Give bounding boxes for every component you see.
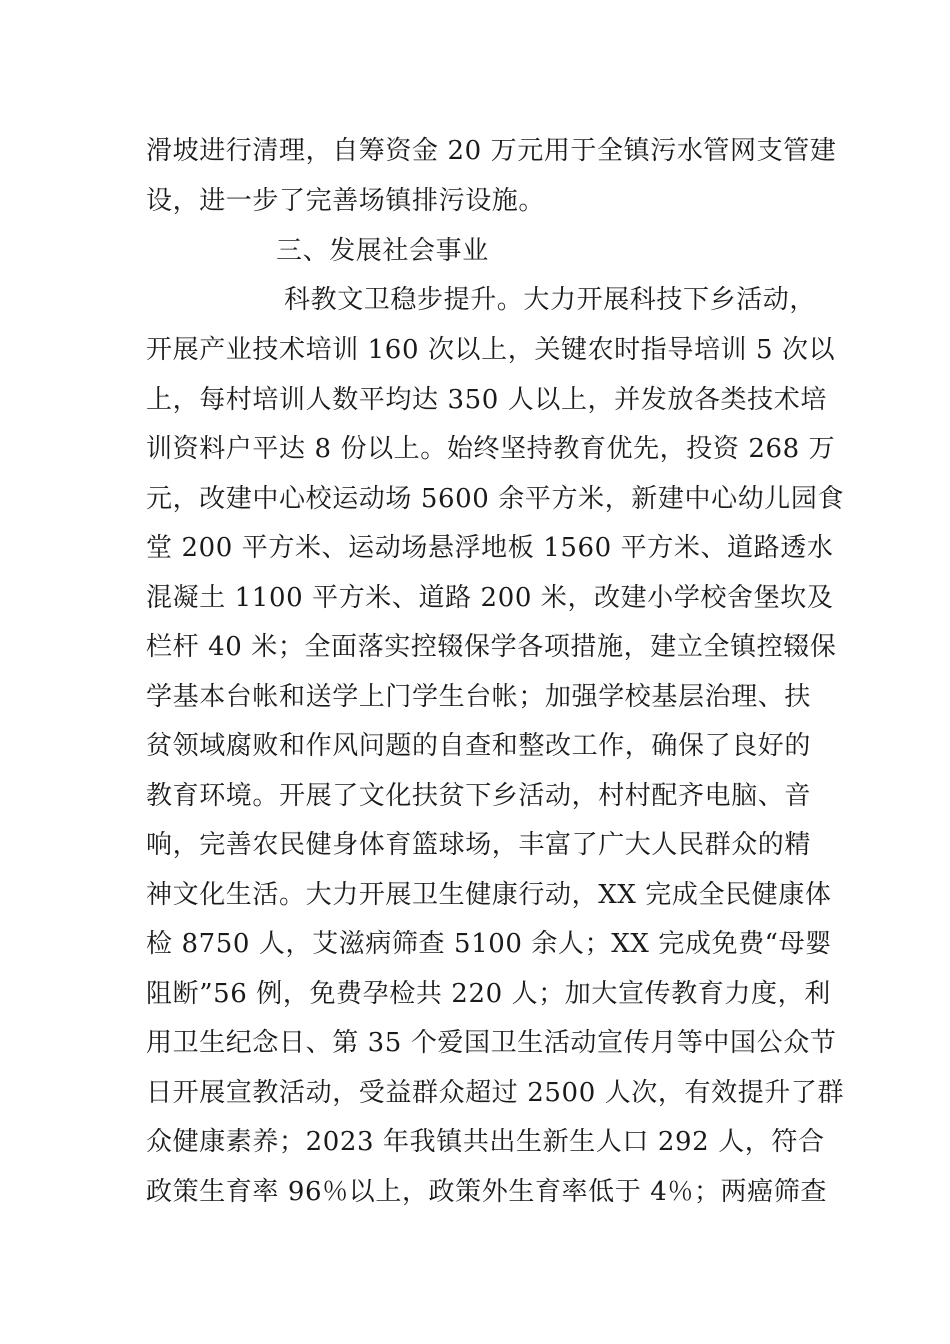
text-line: 神文化生活。大力开展卫生健康行动，XX 完成全民健康体 xyxy=(146,880,832,910)
text-line: 学基本台帐和送学上门学生台帐；加强学校基层治理、扶 xyxy=(146,682,812,712)
text-line: 训资料户平达 8 份以上。始终坚持教育优先，投资 268 万 xyxy=(146,434,836,464)
text-line: 上，每村培训人数平均达 350 人以上，并发放各类技术培 xyxy=(146,385,827,415)
text-line: 政策生育率 96％以上，政策外生育率低于 4％；两癌筛查 xyxy=(146,1177,827,1207)
text-line: 堂 200 平方米、运动场悬浮地板 1560 平方米、道路透水 xyxy=(146,533,834,563)
text-line: 日开展宣教活动，受益群众超过 2500 人次，有效提升了群 xyxy=(146,1078,845,1108)
text-line: 栏杆 40 米；全面落实控辍保学各项措施，建立全镇控辍保 xyxy=(146,632,837,662)
text-line: 响，完善农民健身体育篮球场，丰富了广大人民群众的精 xyxy=(146,830,812,860)
text-line: 滑坡进行清理，自筹资金 20 万元用于全镇污水管网支管建 xyxy=(146,136,837,166)
paragraph-first-line: 科教文卫稳步提升。大力开展科技下乡活动， xyxy=(284,285,817,315)
text-line: 检 8750 人，艾滋病筛查 5100 余人；XX 完成免费“母婴 xyxy=(146,929,832,959)
text-line: 元，改建中心校运动场 5600 余平方米，新建中心幼儿园食 xyxy=(146,484,845,514)
text-line: 开展产业技术培训 160 次以上，关键农时指导培训 5 次以 xyxy=(146,335,836,365)
text-line: 众健康素养；2023 年我镇共出生新生人口 292 人，符合 xyxy=(146,1127,825,1157)
text-line: 贫领域腐败和作风问题的自查和整改工作，确保了良好的 xyxy=(146,731,812,761)
text-line: 设，进一步了完善场镇排污设施。 xyxy=(146,186,546,216)
text-line: 用卫生纪念日、第 35 个爱国卫生活动宣传月等中国公众节 xyxy=(146,1028,837,1058)
text-line: 教育环境。开展了文化扶贫下乡活动，村村配齐电脑、音 xyxy=(146,781,812,811)
text-line: 混凝土 1100 平方米、道路 200 米，改建小学校舍堡坎及 xyxy=(146,583,834,613)
text-line: 阻断”56 例，免费孕检共 220 人；加大宣传教育力度，利 xyxy=(146,979,831,1009)
section-heading: 三、发展社会事业 xyxy=(276,236,489,266)
